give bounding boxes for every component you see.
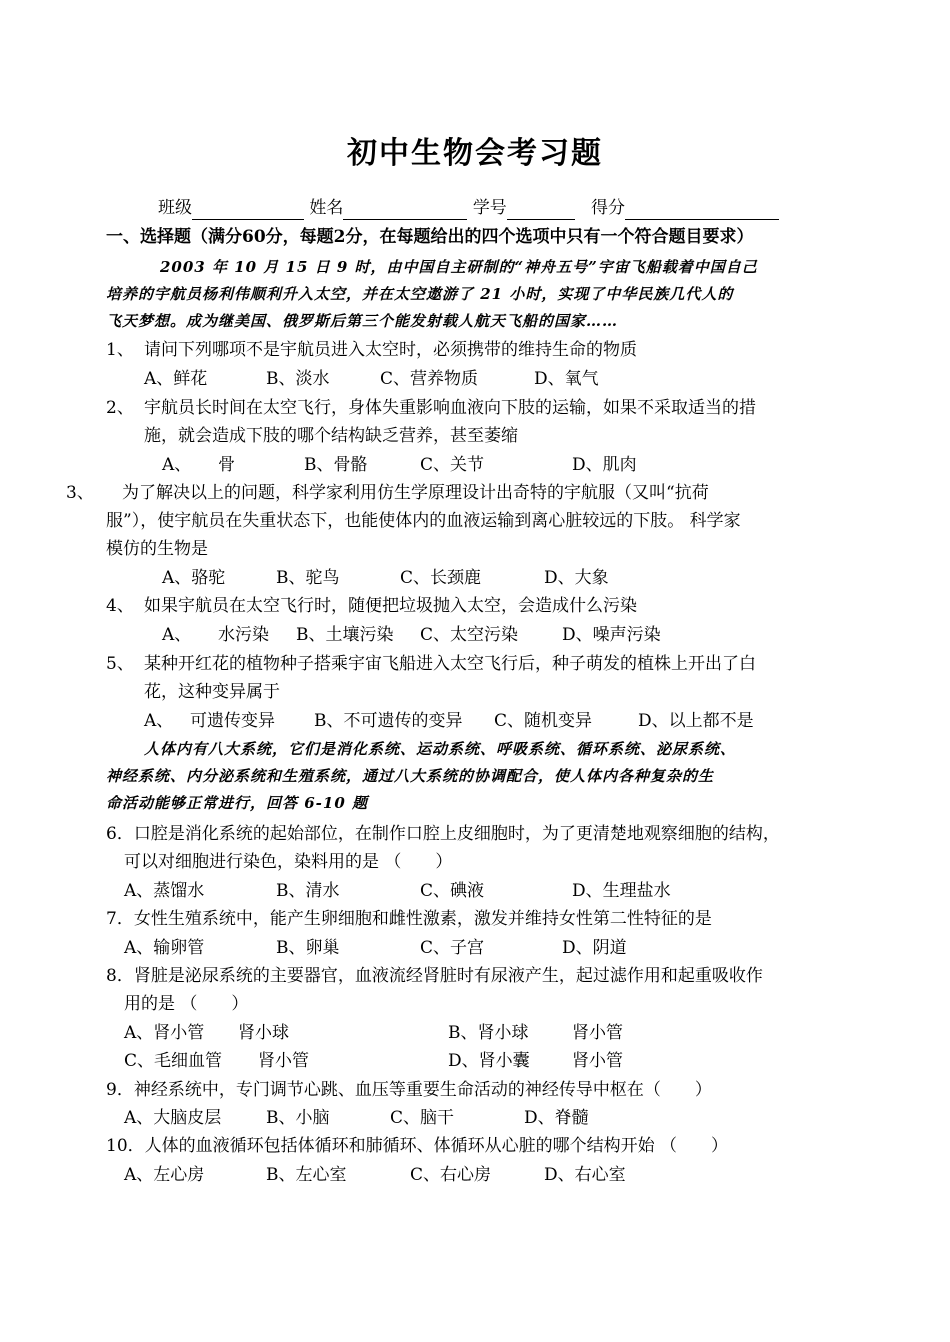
- option-b[interactable]: B、清水: [276, 881, 340, 901]
- option-c[interactable]: C、营养物质: [380, 369, 479, 389]
- question-text: 服”），使宇航员在失重状态下，也能使体内的血液运输到离心脏较远的下肢。 科学家: [106, 511, 741, 531]
- name-blank[interactable]: [343, 201, 467, 220]
- question-number: 2、: [106, 398, 134, 418]
- option-d[interactable]: D、脊髓: [524, 1108, 589, 1128]
- option-d[interactable]: D、肾小囊: [448, 1051, 530, 1071]
- option-a[interactable]: A、骆驼: [162, 568, 226, 588]
- option-a[interactable]: A、肾小管: [124, 1023, 205, 1043]
- option-a[interactable]: A、: [162, 625, 192, 645]
- student-info-row: [158, 196, 779, 220]
- option-c[interactable]: C、毛细血管: [124, 1051, 223, 1071]
- option-b[interactable]: B、骨骼: [304, 455, 368, 475]
- option-d[interactable]: D、右心室: [544, 1165, 626, 1185]
- option-c[interactable]: C、关节: [420, 455, 485, 475]
- option-a[interactable]: A、输卵管: [124, 938, 205, 958]
- question-text: 9．神经系统中，专门调节心跳、血压等重要生命活动的神经传导中枢在（ ）: [106, 1080, 712, 1100]
- option-c[interactable]: C、随机变异: [494, 711, 593, 731]
- question-text: 可以对细胞进行染色，染料用的是 （ ）: [124, 852, 453, 872]
- option-b[interactable]: B、小脑: [266, 1108, 330, 1128]
- id-blank[interactable]: [507, 201, 575, 220]
- question-text: 为了解决以上的问题，科学家利用仿生学原理设计出奇特的宇航服（又叫“抗荷: [122, 483, 709, 503]
- question-number: 5、: [106, 654, 134, 674]
- option-a-text[interactable]: 骨: [218, 455, 235, 475]
- option-d[interactable]: D、大象: [544, 568, 609, 588]
- option-b[interactable]: B、淡水: [266, 369, 330, 389]
- option-a[interactable]: A、左心房: [124, 1165, 205, 1185]
- passage-line: 飞天梦想。成为继美国、俄罗斯后第三个能发射载人航天飞船的国家……: [106, 312, 619, 330]
- question-text: 10．人体的血液循环包括体循环和肺循环、体循环从心脏的哪个结构开始 （ ）: [106, 1136, 729, 1156]
- class-label: 班级: [158, 198, 192, 218]
- question-text: 6．口腔是消化系统的起始部位，在制作口腔上皮细胞时，为了更清楚地观察细胞的结构，: [106, 824, 780, 844]
- option-a-text[interactable]: 可遗传变异: [190, 711, 275, 731]
- question-text: 7．女性生殖系统中，能产生卵细胞和雌性激素，激发并维持女性第二性特征的是: [106, 909, 712, 929]
- option-a[interactable]: A、: [162, 455, 192, 475]
- score-label: 得分: [591, 198, 626, 218]
- id-label: 学号: [472, 198, 507, 218]
- option-a[interactable]: A、: [144, 711, 174, 731]
- option-b[interactable]: B、土壤污染: [296, 625, 394, 645]
- option-a[interactable]: A、大脑皮层: [124, 1108, 222, 1128]
- option-d[interactable]: D、肌肉: [572, 455, 637, 475]
- question-text: 用的是 （ ）: [124, 994, 249, 1014]
- question-text: 8．肾脏是泌尿系统的主要器官，血液流经肾脏时有尿液产生，起过滤作用和起重吸收作: [106, 966, 763, 986]
- page-title: 初中生物会考习题: [347, 136, 603, 171]
- section-heading: 一、选择题（满分60分，每题2分，在每题给出的四个选项中只有一个符合题目要求）: [106, 227, 754, 247]
- option-d[interactable]: D、氧气: [534, 369, 599, 389]
- question-text: 花，这种变异属于: [144, 682, 280, 702]
- option-b[interactable]: B、肾小球: [448, 1023, 529, 1043]
- option-c[interactable]: C、子宫: [420, 938, 485, 958]
- option-b-text[interactable]: 肾小管: [572, 1023, 623, 1043]
- question-text: 模仿的生物是: [106, 539, 208, 559]
- option-b[interactable]: B、驼鸟: [276, 568, 340, 588]
- option-c[interactable]: C、长颈鹿: [400, 568, 482, 588]
- passage-line: 2003 年 10 月 15 日 9 时，由中国自主研制的“神舟五号”宇宙飞船载着中国自己: [160, 258, 758, 276]
- option-b[interactable]: B、卵巢: [276, 938, 340, 958]
- option-d[interactable]: D、生理盐水: [572, 881, 671, 901]
- option-a[interactable]: A、鲜花: [144, 369, 208, 389]
- option-c-text[interactable]: 肾小管: [258, 1051, 309, 1071]
- option-d-text[interactable]: 肾小管: [572, 1051, 623, 1071]
- passage-line: 神经系统、内分泌系统和生殖系统，通过八大系统的协调配合，使人体内各种复杂的生: [106, 767, 715, 785]
- question-text: 施，就会造成下肢的哪个结构缺乏营养，甚至萎缩: [144, 426, 518, 446]
- option-d[interactable]: D、阴道: [562, 938, 627, 958]
- option-a-text[interactable]: 水污染: [218, 625, 269, 645]
- question-text: 某种开红花的植物种子搭乘宇宙飞船进入太空飞行后，种子萌发的植株上开出了白: [144, 654, 756, 674]
- option-d[interactable]: D、以上都不是: [638, 711, 754, 731]
- option-b[interactable]: B、左心室: [266, 1165, 347, 1185]
- score-blank[interactable]: [625, 201, 779, 220]
- option-a[interactable]: A、蒸馏水: [124, 881, 205, 901]
- option-c[interactable]: C、脑干: [390, 1108, 455, 1128]
- passage-line: 命活动能够正常进行，回答 6-10 题: [106, 794, 368, 812]
- option-b[interactable]: B、不可遗传的变异: [314, 711, 463, 731]
- question-text: 如果宇航员在太空飞行时，随便把垃圾抛入太空，会造成什么污染: [144, 596, 637, 616]
- option-c[interactable]: C、右心房: [410, 1165, 492, 1185]
- question-text: 请问下列哪项不是宇航员进入太空时，必须携带的维持生命的物质: [144, 340, 637, 360]
- passage-line: 人体内有八大系统，它们是消化系统、运动系统、呼吸系统、循环系统、泌尿系统、: [144, 740, 737, 758]
- question-number: 3、: [66, 483, 94, 503]
- option-d[interactable]: D、噪声污染: [562, 625, 661, 645]
- question-text: 宇航员长时间在太空飞行，身体失重影响血液向下肢的运输，如果不采取适当的措: [144, 398, 756, 418]
- name-label: 姓名: [309, 198, 344, 218]
- option-c[interactable]: C、碘液: [420, 881, 485, 901]
- class-blank[interactable]: [192, 201, 304, 220]
- option-c[interactable]: C、太空污染: [420, 625, 519, 645]
- passage-line: 培养的宇航员杨利伟顺利升入太空，并在太空遨游了 21 小时，实现了中华民族几代人的: [106, 285, 734, 303]
- option-a-text[interactable]: 肾小球: [238, 1023, 289, 1043]
- question-number: 4、: [106, 596, 134, 616]
- question-number: 1、: [106, 340, 134, 360]
